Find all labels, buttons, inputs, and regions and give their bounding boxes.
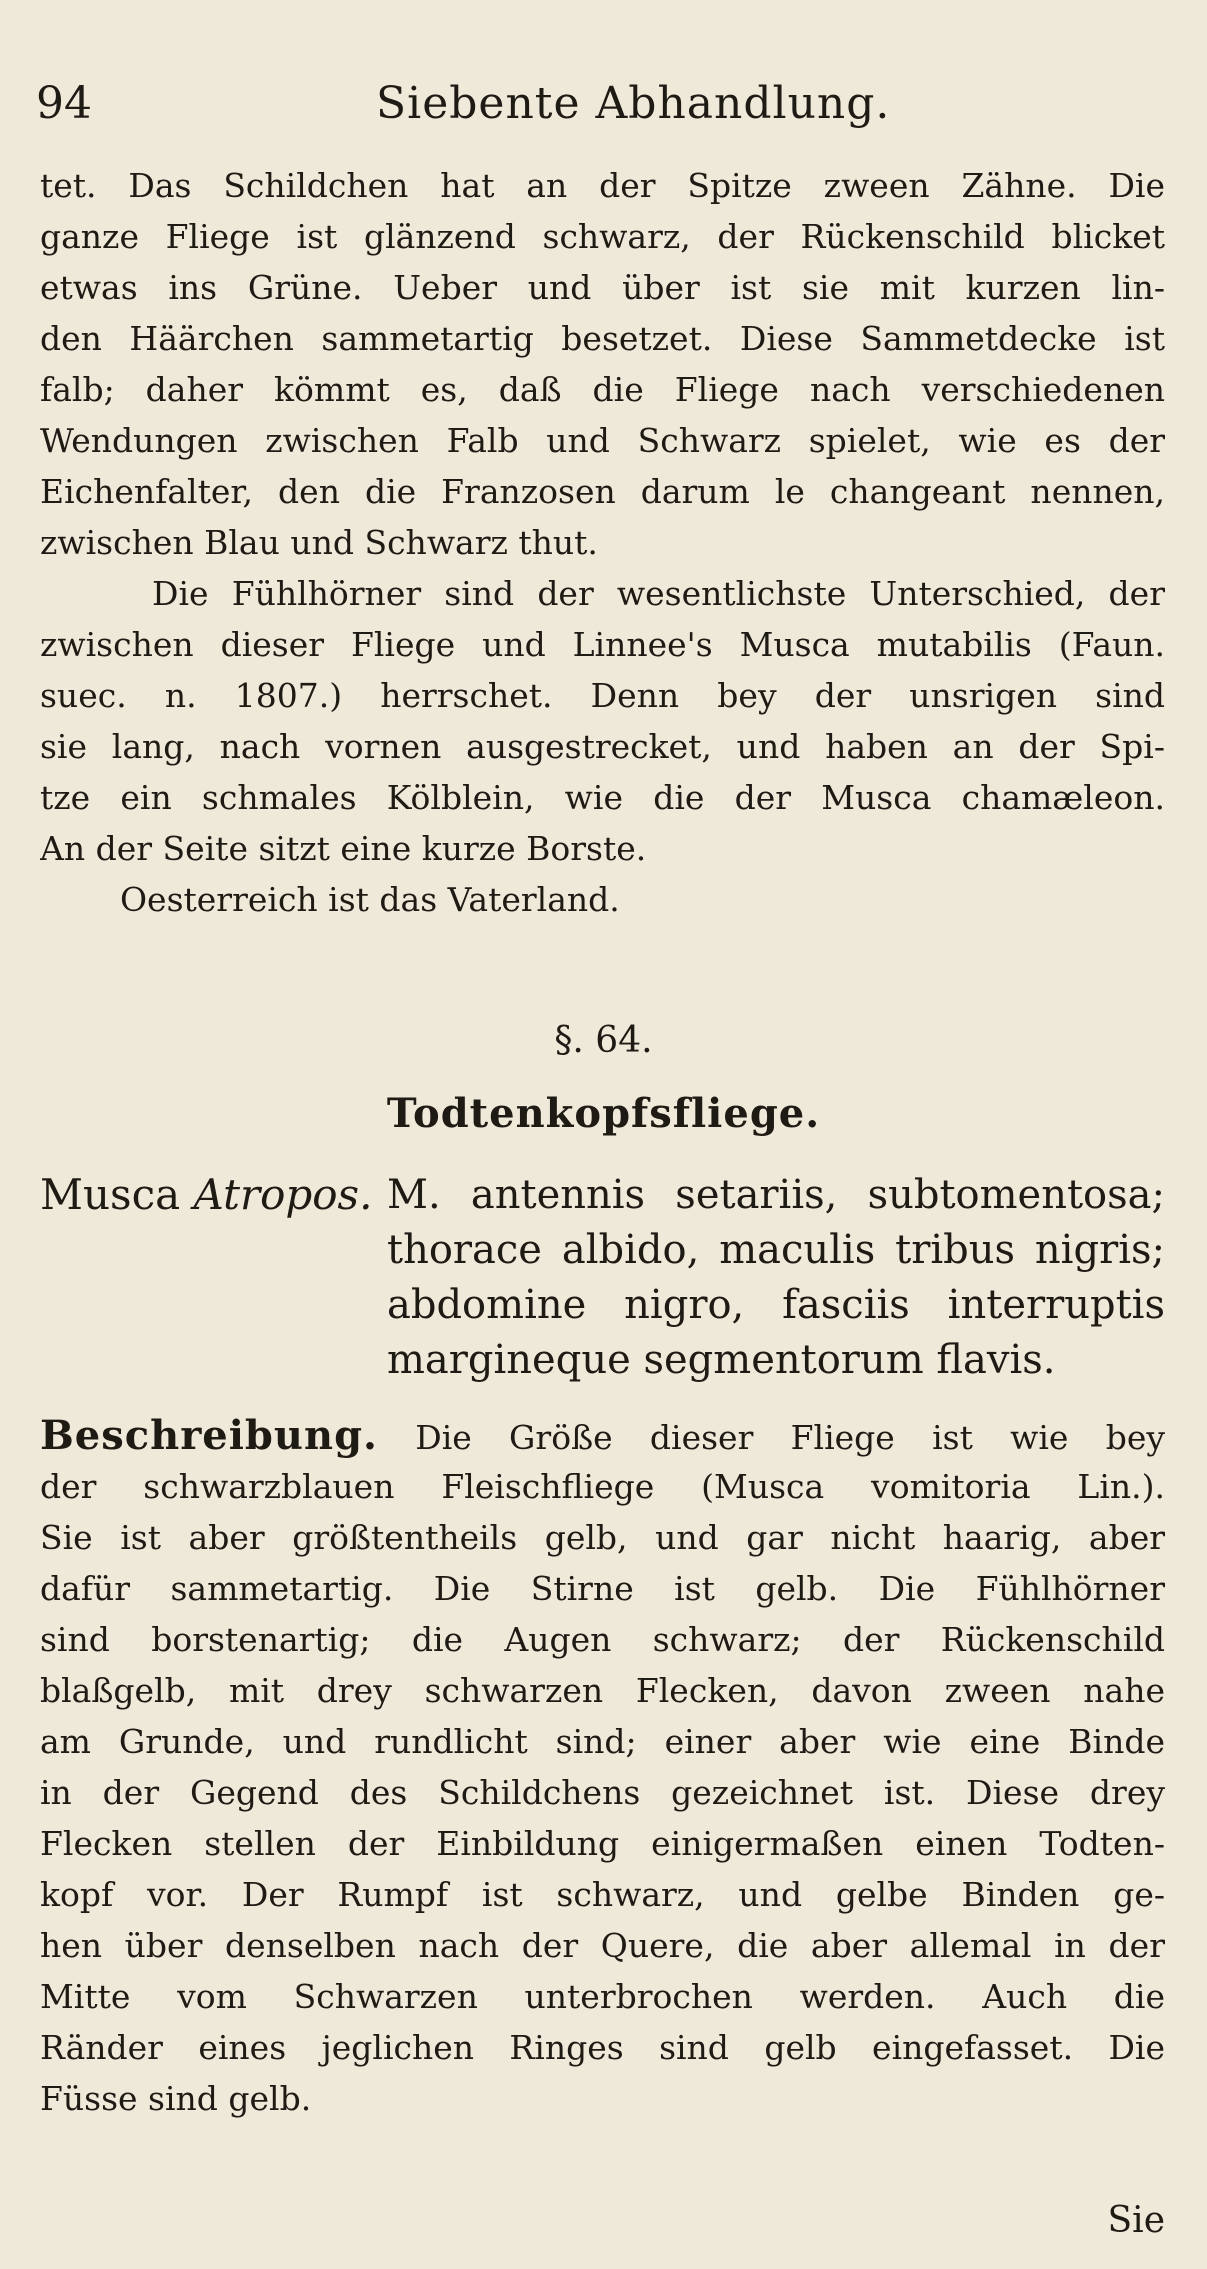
diagnosis-line: thorace albido, maculis tribus nigris; (387, 1227, 1165, 1273)
catchword: Sie (1107, 2200, 1165, 2241)
species-heading: Todtenkopfsfliege. (386, 1090, 821, 1137)
text-line: in der Gegend des Schildchens gezeichnet ist. Diese drey (40, 1773, 1165, 1812)
text-line: Sie ist aber größtentheils gelb, und gar nicht haarig, aber (40, 1518, 1165, 1557)
text-line: sind borstenartig; die Augen schwarz; der Rückenschild (40, 1620, 1165, 1659)
text-line: am Grunde, und rundlicht sind; einer aber wie eine Binde (40, 1722, 1165, 1761)
description-first-line-text: Die Größe dieser Fliege ist wie bey (415, 1418, 1165, 1457)
text-line: zwischen dieser Fliege und Linnee's Musca mutabilis (Faun. (40, 625, 1165, 664)
genus-name: Musca (40, 1170, 181, 1219)
text-line: der schwarzblauen Fleischfliege (Musca vomitoria Lin.). (40, 1467, 1165, 1506)
species-name (40, 1170, 372, 1219)
diagnosis-line: M. antennis setariis, subtomentosa; (387, 1172, 1165, 1218)
running-title: Siebente Abhandlung. (376, 78, 891, 129)
paragraph-3 (40, 874, 1165, 925)
text-line: An der Seite sitzt eine kurze Borste. (40, 829, 647, 868)
diagnosis-line: abdomine nigro, fasciis interruptis (387, 1282, 1165, 1328)
description-paragraph (40, 1410, 1165, 2124)
text-line: Ränder eines jeglichen Ringes sind gelb eingefasset. Die (40, 2028, 1165, 2067)
text-line: Flecken stellen der Einbildung einigermaßen einen Todten- (40, 1824, 1165, 1863)
text-line: sie lang, nach vornen ausgestrecket, und haben an der Spi- (40, 727, 1165, 766)
text-line: blaßgelb, mit drey schwarzen Flecken, davon zween nahe (40, 1671, 1165, 1710)
paragraph-2 (40, 568, 1165, 874)
text-line: etwas ins Grüne. Ueber und über ist sie mit kurzen lin- (40, 268, 1165, 307)
text-line: suec. n. 1807.) herrschet. Denn bey der unsrigen sind (40, 676, 1165, 715)
species-epithet: Atropos. (193, 1170, 373, 1219)
text-line: tet. Das Schildchen hat an der Spitze zween Zähne. Die (40, 166, 1165, 205)
diagnosis-line: margineque segmentorum flavis. (387, 1337, 1056, 1383)
paragraph-1 (40, 160, 1165, 568)
text-line: hen über denselben nach der Quere, die aber allemal in der (40, 1926, 1165, 1965)
text-line: Eichenfalter, den die Franzosen darum le changeant nennen, (40, 472, 1165, 511)
text-line: ganze Fliege ist glänzend schwarz, der Rückenschild blicket (40, 217, 1165, 256)
text-line: dafür sammetartig. Die Stirne ist gelb. Die Fühlhörner (40, 1569, 1165, 1608)
text-line: kopf vor. Der Rumpf ist schwarz, und gelbe Binden ge- (40, 1875, 1165, 1914)
text-line: falb; daher kömmt es, daß die Fliege nach verschiedenen (40, 370, 1165, 409)
text-line: Füsse sind gelb. (40, 2079, 312, 2118)
text-line: Mitte vom Schwarzen unterbrochen werden. Auch die (40, 1977, 1165, 2016)
text-line: Wendungen zwischen Falb und Schwarz spielet, wie es der (40, 421, 1165, 460)
description-label: Beschreibung. (40, 1412, 378, 1459)
text-line: Die Fühlhörner sind der wesentlichste Unterschied, der (152, 574, 1165, 613)
page-header (36, 78, 1166, 148)
text-line: den Häärchen sammetartig besetzet. Diese Sammetdecke ist (40, 319, 1165, 358)
text-line: tze ein schmales Kölblein, wie die der Musca chamæleon. (40, 778, 1165, 817)
description-first-line (40, 1410, 1165, 1461)
section-number: §. 64. (554, 1020, 653, 1061)
latin-diagnosis (387, 1168, 1165, 1388)
page-number: 94 (36, 78, 92, 129)
text-line: zwischen Blau und Schwarz thut. (40, 523, 598, 562)
text-line: Oesterreich ist das Vaterland. (120, 880, 620, 919)
